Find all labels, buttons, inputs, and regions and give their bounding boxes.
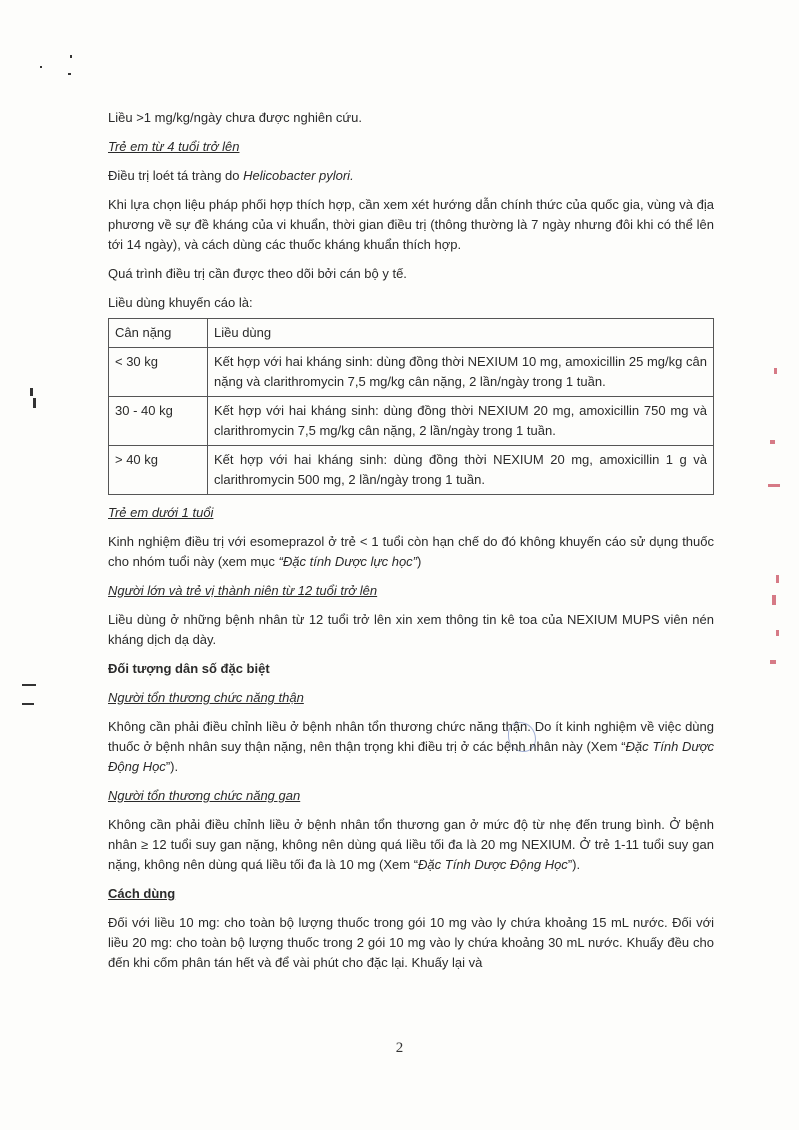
subheading-hepatic: Người tổn thương chức năng gan (108, 788, 301, 803)
subheading-under-1: Trẻ em dưới 1 tuổi (108, 505, 214, 520)
text-run: Không cần phải điều chỉnh liều ở bệnh nhân tổn thương chức năng thận. Do ít kinh nghiệm về việc dùng thuốc ở bệnh nhân suy thận nặng, nên thận trọng khi điều trị ở các bệnh nhân này (Xem “ (108, 719, 714, 754)
scan-mark (33, 398, 36, 408)
column-header-weight: Cân nặng (109, 319, 208, 348)
edge-mark (776, 630, 779, 636)
subheading-renal: Người tổn thương chức năng thận (108, 690, 304, 705)
weight-cell: < 30 kg (109, 348, 208, 397)
document-body (108, 108, 714, 982)
table-header-row (109, 319, 714, 348)
paragraph-recommended-dose: Liều dùng khuyến cáo là: (108, 295, 253, 310)
paragraph-hepatic (108, 815, 714, 875)
edge-mark (774, 368, 777, 374)
edge-mark (772, 595, 776, 605)
edge-mark (776, 575, 779, 583)
page-number: 2 (395, 1040, 404, 1056)
table-row (109, 397, 714, 446)
paragraph-combination-therapy: Khi lựa chọn liệu pháp phối hợp thích hợp, cần xem xét hướng dẫn chính thức của quốc gia, vùng và địa phương về sự đề kháng của vi khuẩn, thời gian điều trị (thông thường là 7 ngày nhưng đôi khi có thể lên tới 14 ngày), và cách dùng các thuốc kháng khuẩn thích hợp. (108, 197, 714, 252)
scan-mark (70, 55, 72, 58)
scan-mark (40, 66, 42, 68)
text-run-italic: Đặc Tính Dược Động Học (108, 739, 715, 774)
paragraph-dose-note: Liều >1 mg/kg/ngày chưa được nghiên cứu. (108, 110, 362, 125)
edge-mark (770, 660, 776, 664)
text-run: ”). (165, 759, 179, 774)
text-run-italic: Helicobacter pylori. (243, 168, 354, 183)
heading-usage: Cách dùng (108, 886, 176, 901)
edge-mark (770, 440, 775, 444)
paragraph-monitoring: Quá trình điều trị cần được theo dõi bởi cán bộ y tế. (108, 266, 407, 281)
paragraph-adults: Liều dùng ở những bệnh nhân từ 12 tuổi trở lên xin xem thông tin kê toa của NEXIUM MUPS viên nén kháng dịch dạ dày. (108, 612, 714, 647)
scan-mark (68, 73, 71, 75)
dose-table (108, 318, 714, 495)
text-run: ) (417, 554, 422, 569)
table-row (109, 348, 714, 397)
heading-special-populations: Đối tượng dân số đặc biệt (108, 661, 270, 676)
text-run: Không cần phải điều chỉnh liều ở bệnh nhân tổn thương gan ở mức độ từ nhẹ đến trung bình. Ở bệnh nhân ≥ 12 tuổi suy gan nặng, không nên dùng quá liều tối đa là 20 mg NEXIUM. Ở trẻ 1-11 tuổi suy gan nặng, không nên dùng quá liều tối đa là 10 mg (Xem “ (108, 817, 714, 872)
dose-cell: Kết hợp với hai kháng sinh: dùng đồng thời NEXIUM 20 mg, amoxicillin 750 mg và clarithromycin 7,5 mg/kg cân nặng, 2 lần/ngày trong 1 tuần. (208, 397, 714, 446)
subheading-adults: Người lớn và trẻ vị thành niên từ 12 tuổi trở lên (108, 583, 378, 598)
subheading-children-4-plus: Trẻ em từ 4 tuổi trở lên (108, 139, 240, 154)
dose-cell: Kết hợp với hai kháng sinh: dùng đồng thời NEXIUM 20 mg, amoxicillin 1 g và clarithromycin 500 mg, 2 lần/ngày trong 1 tuần. (208, 446, 714, 495)
text-run-italic: Đặc Tính Dược Động Học (418, 857, 568, 872)
text-run: ”). (567, 857, 581, 872)
text-run: Kinh nghiệm điều trị với esomeprazol ở trẻ < 1 tuổi còn hạn chế do đó không khuyến cáo sử dụng thuốc cho nhóm tuổi này (xem mục (108, 534, 714, 569)
paragraph-usage: Đối với liều 10 mg: cho toàn bộ lượng thuốc trong gói 10 mg vào ly chứa khoảng 15 mL nước. Đối với liều 20 mg: cho toàn bộ lượng thuốc trong 2 gói 10 mg vào ly chứa khoảng 30 mL nước. Khuấy đều cho đến khi cốm phân tán hết và để vài phút cho đặc lại. Khuấy lại và (108, 915, 714, 970)
scan-mark (30, 388, 33, 396)
scan-mark (22, 703, 34, 705)
paragraph-under-1 (108, 532, 714, 572)
paragraph-renal (108, 717, 714, 777)
weight-cell: > 40 kg (109, 446, 208, 495)
column-header-dose: Liều dùng (208, 319, 714, 348)
dose-cell: Kết hợp với hai kháng sinh: dùng đồng thời NEXIUM 10 mg, amoxicillin 25 mg/kg cân nặng và clarithromycin 7,5 mg/kg cân nặng, 2 lần/ngày trong 1 tuần. (208, 348, 714, 397)
table-row (109, 446, 714, 495)
scan-mark (22, 684, 36, 686)
text-run: Điều trị loét tá tràng do (108, 168, 244, 183)
paragraph-helicobacter (108, 166, 714, 186)
weight-cell: 30 - 40 kg (109, 397, 208, 446)
edge-mark (768, 484, 780, 487)
text-run-italic: “Đặc tính Dược lực học” (278, 554, 418, 569)
